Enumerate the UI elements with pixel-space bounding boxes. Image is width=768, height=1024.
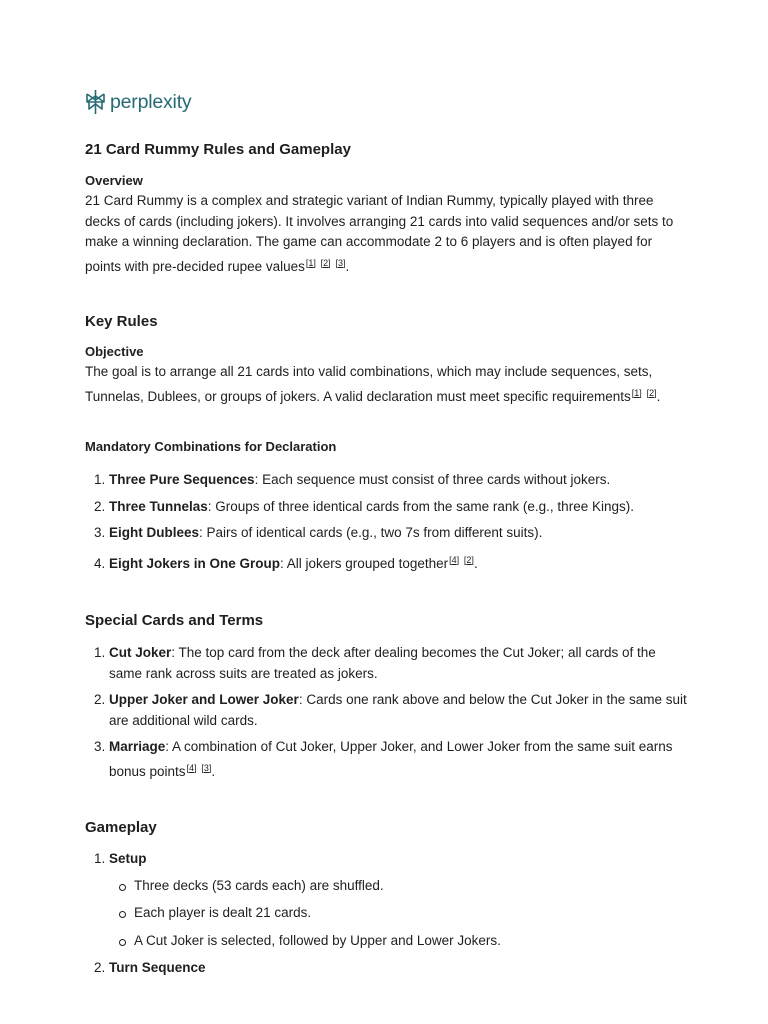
citation-link[interactable]: [2]: [320, 257, 331, 268]
special-heading: Special Cards and Terms: [85, 612, 264, 629]
citation-link[interactable]: [4]: [449, 554, 460, 565]
description: : Groups of three identical cards from the same rank (e.g., three Kings).: [207, 498, 634, 514]
citation-link[interactable]: [2]: [463, 554, 474, 565]
gameplay-list: [85, 849, 689, 979]
mandatory-list: [85, 470, 689, 574]
term: Eight Dublees: [109, 525, 200, 540]
list-item: 3. Marriage: A combination of Cut Joker, Upper Joker, and Lower Joker from the same suit earns bonus points[4] [3].: [109, 737, 689, 782]
description: : All jokers grouped together: [280, 555, 449, 571]
list-item: [109, 497, 689, 518]
term: Eight Jokers in One Group: [109, 555, 281, 571]
objective-text: The goal is to arrange all 21 cards into valid combinations, which may include sequences, sets, Tunnelas, Dublees, or groups of jokers. A valid declaration must meet specific requirements: [85, 364, 653, 404]
term: Marriage: [109, 739, 166, 754]
sub-list-item: A Cut Joker is selected, followed by Upper and Lower Jokers.: [134, 931, 689, 952]
term: Three Pure Sequences: [109, 472, 255, 487]
citation-link[interactable]: [3]: [201, 762, 212, 773]
overview-text: 21 Card Rummy is a complex and strategic variant of Indian Rummy, typically played with three decks of cards (including jokers). It involves arranging 21 cards into valid sequences and/or sets to make a winning declaration. The game can accommodate 2 to 6 players and is often played for points with pre-decided rupee values: [85, 193, 674, 274]
description: : A combination of Cut Joker, Upper Joker, and Lower Joker from the same suit earns bonus points: [109, 739, 673, 779]
overview-paragraph: 21 Card Rummy is a complex and strategic variant of Indian Rummy, typically played with three decks of cards (including jokers). It involves arranging 21 cards into valid sequences and/or sets to make a winning declaration. The game can accommodate 2 to 6 players and is often played for points with pre-decided rupee values[1] [2] [3].: [85, 193, 674, 274]
list-item: [109, 958, 689, 979]
description: : The top card from the deck after dealing becomes the Cut Joker; all cards of the same rank across suits are treated as jokers.: [109, 645, 656, 681]
sub-list-item: Three decks (53 cards each) are shuffled.: [134, 876, 689, 897]
page-title: 21 Card Rummy Rules and Gameplay: [85, 141, 351, 158]
description: : Each sequence must consist of three cards without jokers.: [254, 472, 611, 487]
list-item: [109, 849, 689, 951]
citation-link[interactable]: [1]: [631, 387, 642, 398]
term: Upper Joker and Lower Joker: [109, 692, 299, 707]
list-item: [109, 643, 689, 684]
objective-paragraph: The goal is to arrange all 21 cards into valid combinations, which may include sequences, sets, Tunnelas, Dublees, or groups of jokers. A valid declaration must meet specific requirements[1] [2].: [85, 364, 661, 404]
list-item: [109, 470, 689, 491]
citation-link[interactable]: [2]: [646, 387, 657, 398]
brand-logo[interactable]: [85, 89, 191, 115]
sub-list-item: Each player is dealt 21 cards.: [134, 903, 689, 924]
sub-list: [109, 876, 689, 952]
list-item: 4. Eight Jokers in One Group: All jokers grouped together[4] [2].: [109, 550, 689, 575]
step-label: Setup: [109, 851, 147, 866]
perplexity-logo-icon: [85, 89, 106, 115]
key-rules-heading: Key Rules: [85, 313, 158, 330]
description: : Pairs of identical cards (e.g., two 7s from different suits).: [199, 525, 543, 540]
term: Cut Joker: [109, 645, 172, 660]
gameplay-heading: Gameplay: [85, 819, 157, 836]
citation-link[interactable]: [3]: [335, 257, 346, 268]
mandatory-heading: Mandatory Combinations for Declaration: [85, 439, 337, 454]
citation-link[interactable]: [4]: [186, 762, 197, 773]
step-label: Turn Sequence: [109, 960, 206, 975]
citation-link[interactable]: [1]: [305, 257, 316, 268]
description: : Cards one rank above and below the Cut Joker in the same suit are additional wild cards.: [109, 692, 687, 728]
list-item: [109, 523, 689, 544]
list-item: [109, 690, 689, 731]
overview-heading: Overview: [85, 173, 143, 188]
brand-name: perplexity: [110, 91, 192, 113]
objective-heading: Objective: [85, 344, 144, 359]
special-list: [85, 643, 689, 782]
term: Three Tunnelas: [109, 498, 208, 514]
